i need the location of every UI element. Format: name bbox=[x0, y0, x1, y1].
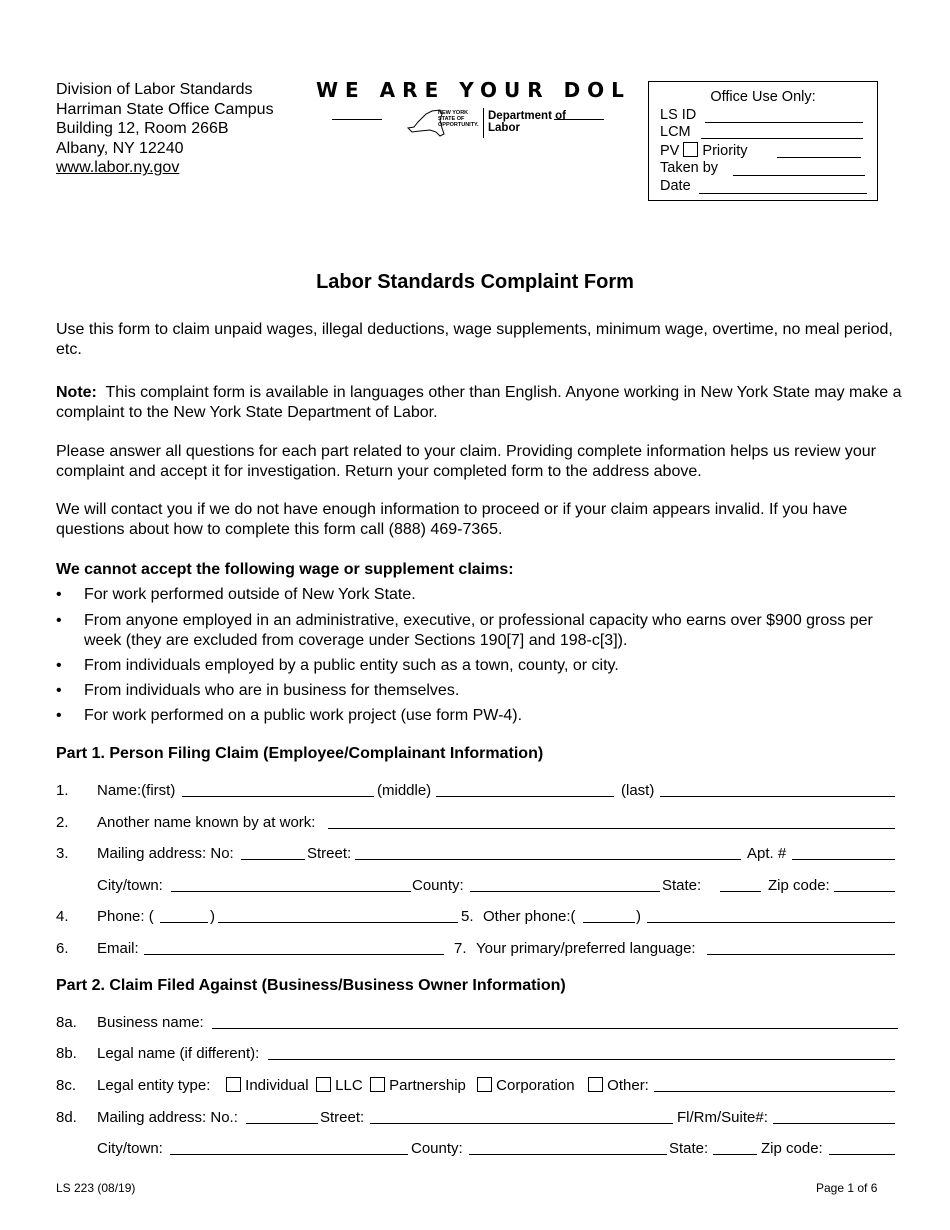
ls-id-label: LS ID bbox=[660, 107, 697, 123]
business-state-label: State: bbox=[669, 1140, 709, 1157]
checkbox[interactable] bbox=[370, 1077, 385, 1092]
checkbox[interactable] bbox=[226, 1077, 241, 1092]
entity-option-llc[interactable]: LLC bbox=[316, 1077, 363, 1094]
item-number: 8a. bbox=[56, 1014, 77, 1031]
address-line: Albany, NY 12240 bbox=[56, 139, 184, 157]
business-name-field[interactable] bbox=[212, 1028, 898, 1029]
exclusions-heading: We cannot accept the following wage or supplement claims: bbox=[56, 561, 514, 578]
zip-label: Zip code: bbox=[768, 877, 830, 894]
date-label: Date bbox=[660, 178, 691, 194]
email-label: Email: bbox=[97, 940, 139, 957]
legal-name-field[interactable] bbox=[268, 1059, 895, 1060]
lcm-label: LCM bbox=[660, 124, 691, 140]
item-number: 3. bbox=[56, 845, 69, 862]
item-number: 8c. bbox=[56, 1077, 77, 1094]
address-line: Division of Labor Standards bbox=[56, 81, 253, 98]
taken-by-label: Taken by bbox=[660, 160, 719, 176]
apt-label: Apt. # bbox=[747, 845, 787, 862]
business-county-label: County: bbox=[411, 1140, 463, 1157]
phone-number-field[interactable] bbox=[218, 922, 458, 923]
item-number: 5. bbox=[461, 908, 474, 925]
business-name-label: Business name: bbox=[97, 1014, 204, 1031]
date-field[interactable] bbox=[699, 193, 867, 194]
slogan: WE ARE YOUR DOL bbox=[316, 78, 631, 102]
phone-area-code-field[interactable] bbox=[160, 922, 208, 923]
priority-field[interactable] bbox=[777, 157, 861, 158]
business-zip-label: Zip code: bbox=[761, 1140, 823, 1157]
county-label: County: bbox=[412, 877, 464, 894]
apt-field[interactable] bbox=[792, 859, 895, 860]
contact-text: We will contact you if we do not have enough information to proceed or if your claim appears invalid. If you have questions about how to complete this form call (888) 469-7365. bbox=[56, 501, 848, 538]
mailing-no-field[interactable] bbox=[241, 859, 305, 860]
part1-heading: Part 1. Person Filing Claim (Employee/Complainant Information) bbox=[56, 745, 544, 762]
first-name-label: Name:(first) bbox=[97, 782, 176, 799]
page-number: Page 1 of 6 bbox=[816, 1181, 878, 1195]
ls-id-field[interactable] bbox=[705, 122, 863, 123]
pv-checkbox[interactable] bbox=[683, 142, 698, 157]
entity-type-label: Legal entity type: bbox=[97, 1077, 211, 1094]
item-number: 1. bbox=[56, 782, 69, 799]
item-number: 8b. bbox=[56, 1045, 77, 1062]
paren: ) bbox=[636, 908, 641, 925]
email-field[interactable] bbox=[144, 954, 444, 955]
website-link[interactable]: www.labor.ny.gov bbox=[56, 159, 180, 177]
checkbox[interactable] bbox=[316, 1077, 331, 1092]
business-mailing-no-label: Mailing address: No.: bbox=[97, 1109, 238, 1126]
paren: ) bbox=[210, 908, 215, 925]
office-use-box bbox=[648, 81, 878, 201]
item-number: 6. bbox=[56, 940, 69, 957]
pv-label: PV bbox=[660, 143, 680, 159]
part2-heading: Part 2. Claim Filed Against (Business/Business Owner Information) bbox=[56, 977, 566, 994]
logo-dept-text: Department of Labor bbox=[488, 110, 566, 134]
form-title: Labor Standards Complaint Form bbox=[316, 271, 634, 293]
business-city-field[interactable] bbox=[170, 1154, 408, 1155]
intro-text: Use this form to claim unpaid wages, illegal deductions, wage supplements, minimum wage, overtime, no meal period, etc. bbox=[56, 321, 893, 358]
address-line: Harriman State Office Campus bbox=[56, 100, 274, 118]
state-field[interactable] bbox=[720, 891, 761, 892]
note-text: This complaint form is available in languages other than English. Anyone working in New York State may make a complaint to the New York State Department of Labor. bbox=[56, 384, 902, 421]
other-name-label: Another name known by at work: bbox=[97, 814, 316, 831]
entity-option-corporation[interactable]: Corporation bbox=[477, 1077, 575, 1094]
dol-logo-banner bbox=[316, 78, 631, 134]
instructions-text: Please answer all questions for each part related to your claim. Providing complete information helps us review your complaint and accept it for investigation. Return your completed form to the address above. bbox=[56, 443, 876, 480]
other-phone-area-code-field[interactable] bbox=[583, 922, 635, 923]
item-number: 4. bbox=[56, 908, 69, 925]
business-mailing-no-field[interactable] bbox=[246, 1123, 318, 1124]
priority-label: Priority bbox=[702, 143, 748, 159]
suite-label: Fl/Rm/Suite#: bbox=[677, 1109, 768, 1126]
form-id: LS 223 (08/19) bbox=[56, 1181, 136, 1195]
last-name-label: (last) bbox=[621, 782, 655, 799]
business-zip-field[interactable] bbox=[829, 1154, 895, 1155]
lcm-field[interactable] bbox=[701, 138, 863, 139]
middle-name-field[interactable] bbox=[436, 796, 614, 797]
street-label: Street: bbox=[307, 845, 352, 862]
legal-name-label: Legal name (if different): bbox=[97, 1045, 260, 1062]
note-label: Note: bbox=[56, 384, 97, 401]
middle-name-label: (middle) bbox=[377, 782, 432, 799]
city-label: City/town: bbox=[97, 877, 163, 894]
other-name-field[interactable] bbox=[328, 828, 895, 829]
item-number: 7. bbox=[454, 940, 467, 957]
note-paragraph bbox=[56, 383, 906, 422]
checkbox[interactable] bbox=[588, 1077, 603, 1092]
city-field[interactable] bbox=[171, 891, 411, 892]
entity-option-other[interactable]: Other: bbox=[588, 1077, 649, 1094]
item-number: 8d. bbox=[56, 1109, 77, 1126]
zip-field[interactable] bbox=[834, 891, 895, 892]
business-street-label: Street: bbox=[320, 1109, 365, 1126]
item-number: 2. bbox=[56, 814, 69, 831]
business-city-label: City/town: bbox=[97, 1140, 163, 1157]
business-state-field[interactable] bbox=[713, 1154, 757, 1155]
entity-option-individual[interactable]: Individual bbox=[226, 1077, 309, 1094]
language-label: Your primary/preferred language: bbox=[476, 940, 696, 957]
business-street-field[interactable] bbox=[370, 1123, 673, 1124]
address-line: Building 12, Room 266B bbox=[56, 120, 229, 138]
office-use-title: Office Use Only: bbox=[710, 89, 816, 105]
logo-state-text: NEW YORK STATE OF OPPORTUNITY. bbox=[438, 110, 479, 128]
mailing-no-label: Mailing address: No: bbox=[97, 845, 234, 862]
street-field[interactable] bbox=[355, 859, 741, 860]
other-phone-label: Other phone:( bbox=[483, 908, 576, 925]
business-county-field[interactable] bbox=[469, 1154, 667, 1155]
suite-field[interactable] bbox=[773, 1123, 895, 1124]
first-name-field[interactable] bbox=[182, 796, 374, 797]
last-name-field[interactable] bbox=[660, 796, 895, 797]
checkbox[interactable] bbox=[477, 1077, 492, 1092]
agency-address bbox=[56, 80, 274, 178]
phone-label: Phone: ( bbox=[97, 908, 154, 925]
taken-by-field[interactable] bbox=[733, 175, 865, 176]
state-label: State: bbox=[662, 877, 702, 894]
language-field[interactable] bbox=[707, 954, 895, 955]
county-field[interactable] bbox=[470, 891, 660, 892]
entity-other-field[interactable] bbox=[654, 1091, 895, 1092]
entity-option-partnership[interactable]: Partnership bbox=[370, 1077, 466, 1094]
other-phone-number-field[interactable] bbox=[647, 922, 895, 923]
